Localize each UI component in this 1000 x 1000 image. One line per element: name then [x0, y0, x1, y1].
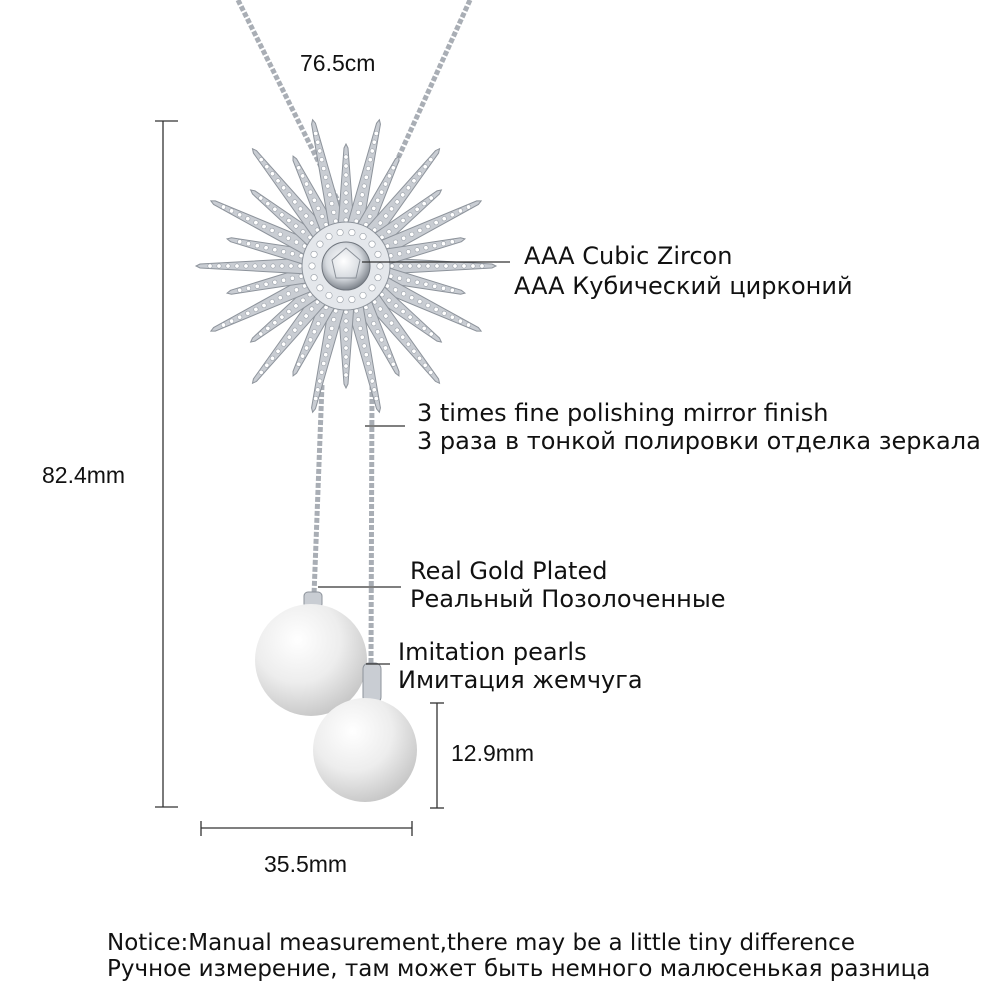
center-zircon-stone: [322, 242, 370, 290]
callout-polish-ru: 3 раза в тонкой полировки отделка зеркала: [417, 427, 981, 455]
callout-gold-ru: Реальный Позолоченные: [410, 585, 726, 613]
sunburst-pendant: [196, 118, 496, 414]
callout-pearl-en: Imitation pearls: [398, 638, 587, 666]
drop-chain-left: [314, 385, 322, 595]
callout-zircon-en: AAA Cubic Zircon: [524, 242, 733, 270]
pendant-width-label: 35.5mm: [264, 851, 348, 877]
pearl-cap-right: [363, 663, 381, 703]
pendant-height-label: 82.4mm: [42, 462, 126, 488]
callout-gold-en: Real Gold Plated: [410, 557, 608, 585]
pearl-left: [255, 604, 367, 716]
drop-chain-right: [371, 385, 372, 665]
pearl-diameter-label: 12.9mm: [451, 740, 535, 766]
callout-polish-en: 3 times fine polishing mirror finish: [417, 399, 829, 427]
pearl-right: [313, 698, 417, 802]
chain-length-label: 76.5cm: [300, 50, 376, 76]
neck-chain-right: [395, 0, 470, 165]
callout-pearl-ru: Имитация жемчуга: [398, 666, 643, 694]
notice-ru: Ручное измерение, там может быть немного малюсенькая разница: [107, 956, 931, 982]
notice-en: Notice:Manual measurement,there may be a little tiny difference: [107, 930, 855, 956]
callout-zircon-ru: AAA Кубический цирконий: [514, 272, 853, 300]
